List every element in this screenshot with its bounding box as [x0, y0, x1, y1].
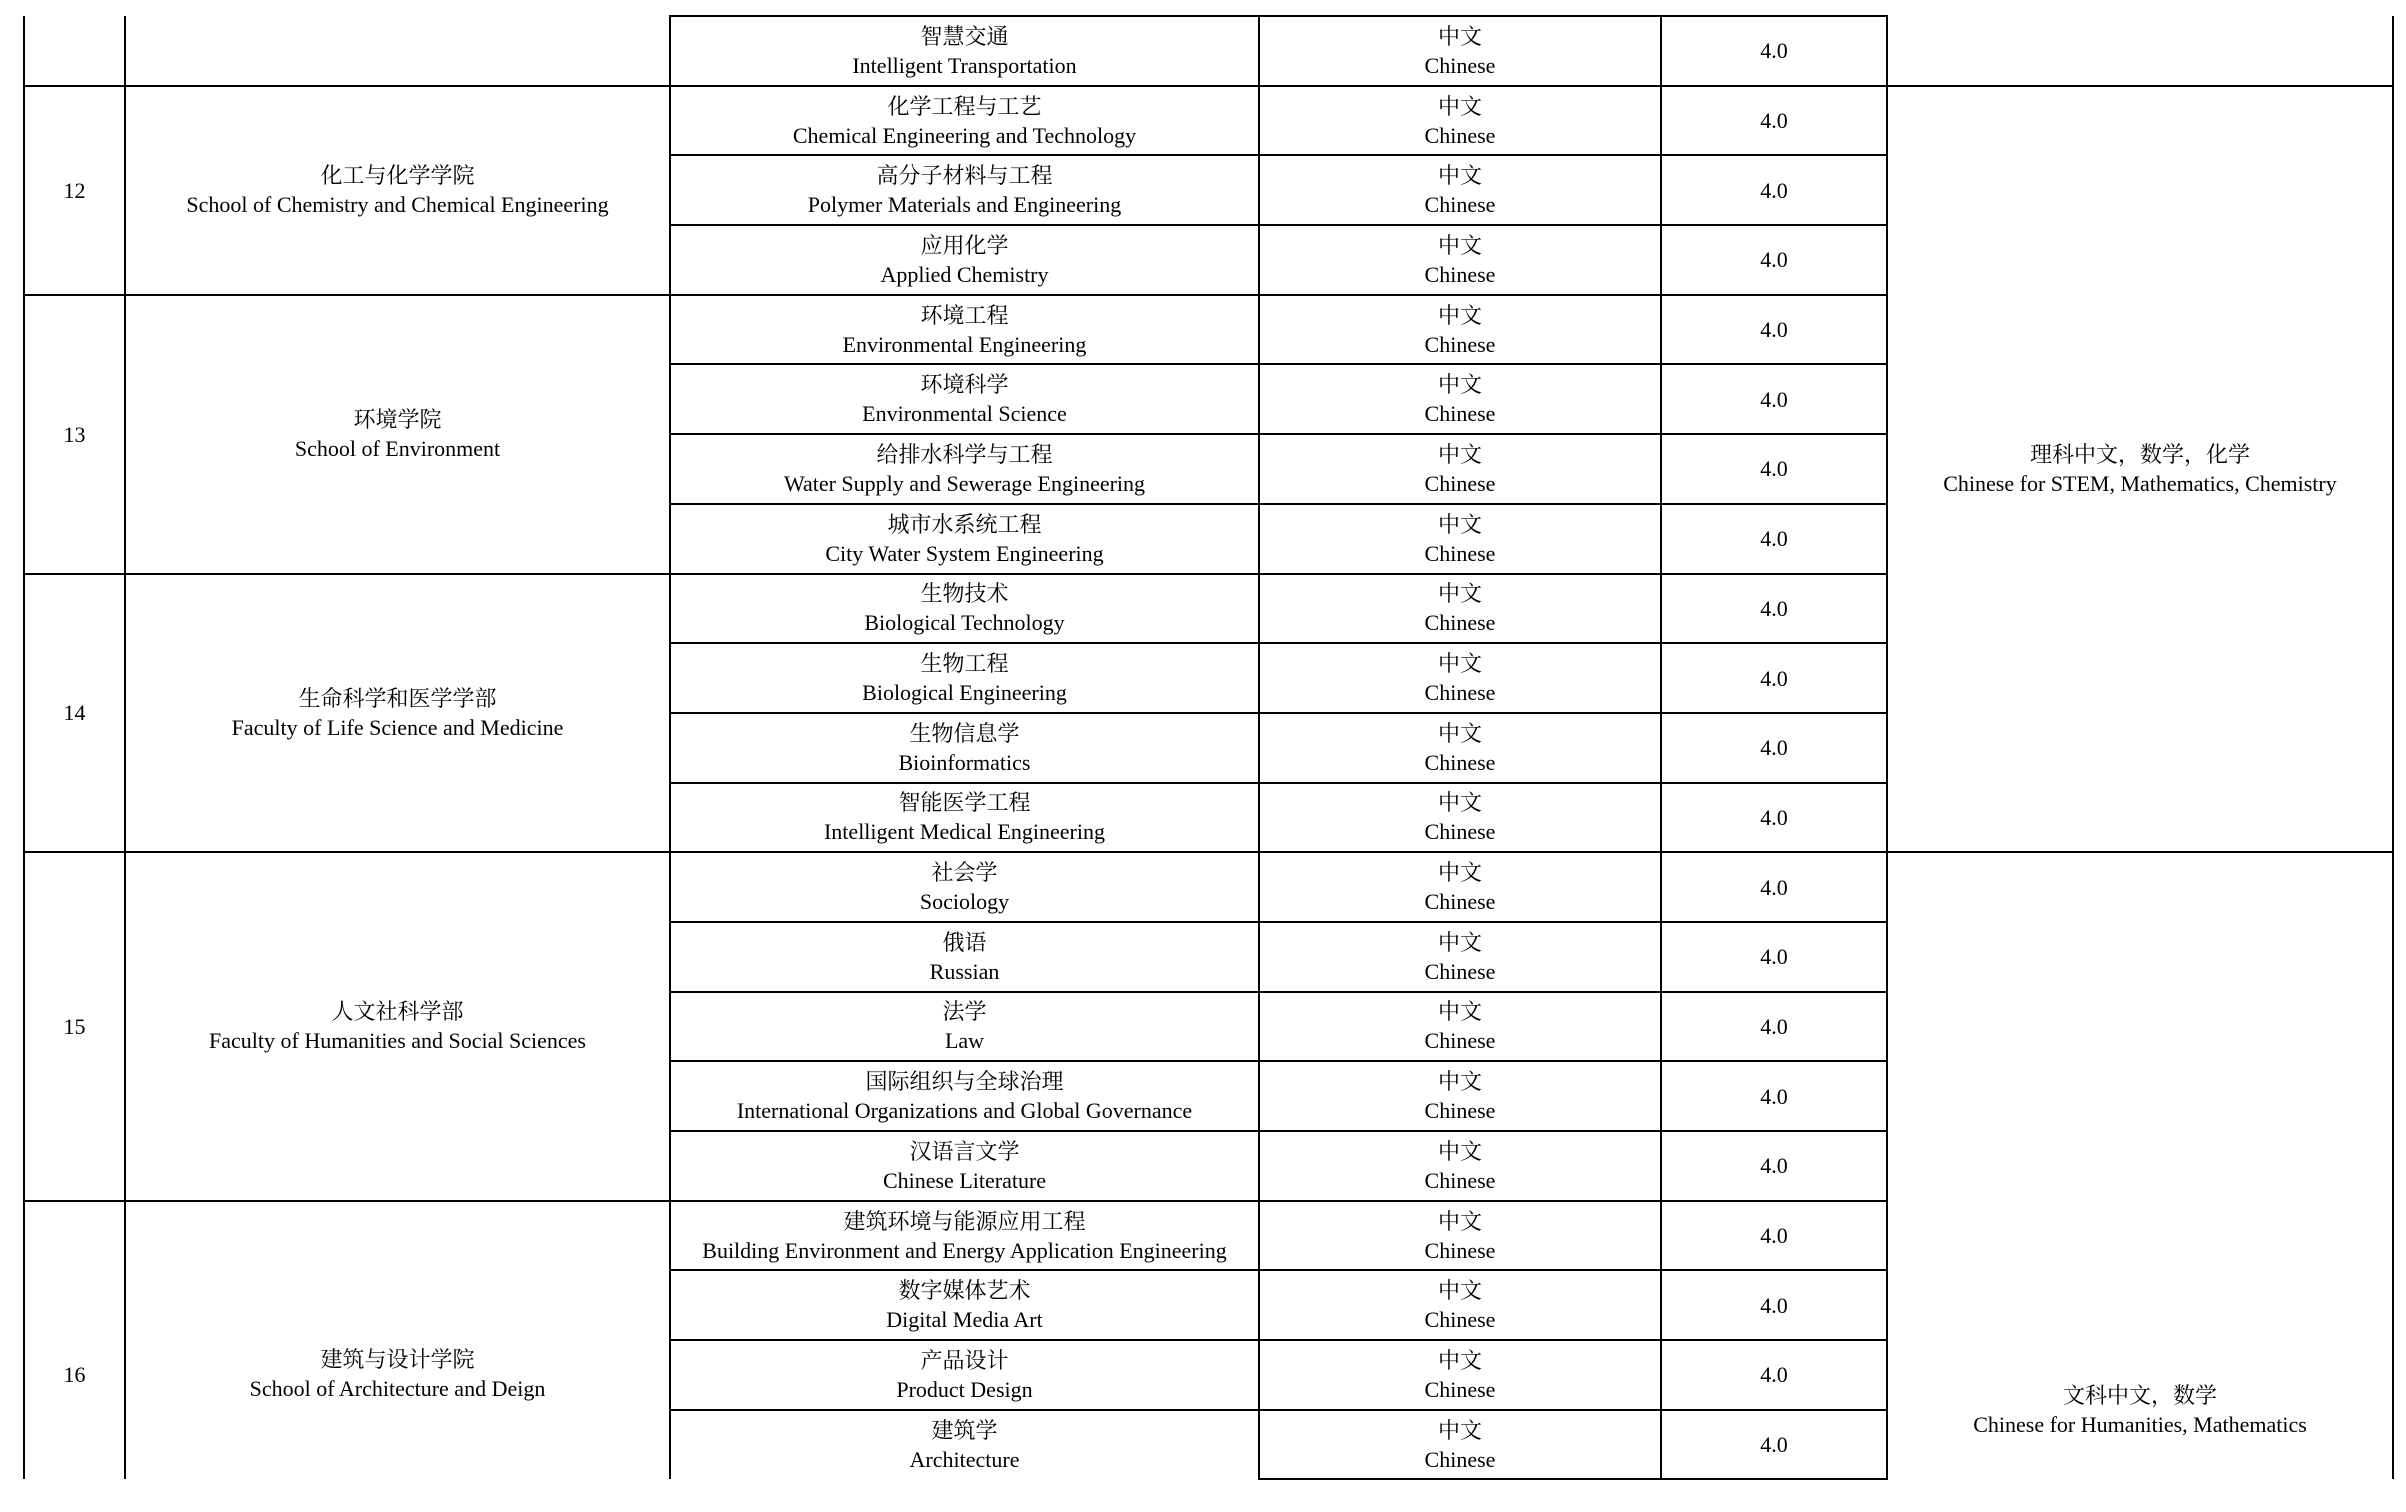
school-number-cell [24, 1201, 125, 1480]
language-en: Chinese [1424, 401, 1496, 427]
major-name-en: Intelligent Medical Engineering [823, 819, 1105, 845]
years-cell [1661, 713, 1887, 783]
years-value: 4.0 [1760, 1432, 1788, 1458]
years-cell [1661, 643, 1887, 713]
years-value: 4.0 [1760, 874, 1788, 900]
major-name-en: Bioinformatics [898, 749, 1031, 775]
language-en: Chinese [1424, 889, 1496, 915]
years-cell [1661, 1061, 1887, 1131]
language-zh: 中文 [1437, 93, 1482, 119]
school-name-zh: 人文社科学部 [331, 999, 464, 1025]
major-name-zh: 俄语 [942, 929, 987, 955]
major-cell [670, 992, 1259, 1062]
years-cell [1661, 992, 1887, 1062]
major-name-zh: 高分子材料与工程 [876, 163, 1053, 189]
years-value: 4.0 [1760, 526, 1788, 552]
major-name-en: Law [944, 1028, 985, 1054]
language-zh: 中文 [1437, 581, 1482, 607]
years-cell [1661, 155, 1887, 225]
language-en: Chinese [1424, 819, 1496, 845]
major-name-en: Applied Chemistry [880, 261, 1049, 287]
school-name-cell [125, 1201, 670, 1480]
major-cell [670, 574, 1259, 644]
language-zh: 中文 [1437, 372, 1482, 398]
school-name-zh: 建筑与设计学院 [320, 1347, 475, 1373]
language-zh: 中文 [1437, 1278, 1482, 1304]
major-cell [670, 295, 1259, 365]
language-en: Chinese [1424, 610, 1496, 636]
years-value: 4.0 [1760, 735, 1788, 761]
language-zh: 中文 [1437, 232, 1482, 258]
major-name-en: Polymer Materials and Engineering [807, 192, 1122, 218]
major-name-en: Chemical Engineering and Technology [792, 122, 1137, 148]
major-name-zh: 社会学 [931, 860, 998, 886]
language-cell [1259, 364, 1661, 434]
major-cell [670, 1061, 1259, 1131]
major-name-en: Environmental Engineering [842, 331, 1087, 357]
major-name-zh: 汉语言文学 [909, 1138, 1020, 1164]
major-name-en: Russian [929, 958, 1000, 984]
major-name-zh: 生物工程 [920, 651, 1009, 677]
language-zh: 中文 [1437, 441, 1482, 467]
years-cell [1661, 434, 1887, 504]
school-number-cell [24, 574, 125, 853]
requirement-cell [1887, 16, 2393, 86]
language-cell [1259, 1131, 1661, 1201]
major-name-zh: 产品设计 [920, 1347, 1009, 1373]
table-row [24, 86, 2393, 156]
school-number-cell [24, 295, 125, 574]
language-cell [1259, 504, 1661, 574]
school-name-en: School of Environment [294, 436, 501, 462]
years-value: 4.0 [1760, 1013, 1788, 1039]
major-cell [670, 1270, 1259, 1340]
language-cell [1259, 992, 1661, 1062]
language-en: Chinese [1424, 470, 1496, 496]
major-cell [670, 1201, 1259, 1271]
years-cell [1661, 1201, 1887, 1271]
language-zh: 中文 [1437, 999, 1482, 1025]
language-en: Chinese [1424, 680, 1496, 706]
years-value: 4.0 [1760, 38, 1788, 64]
major-name-zh: 生物信息学 [909, 720, 1020, 746]
major-name-zh: 化学工程与工艺 [887, 93, 1042, 119]
language-cell [1259, 155, 1661, 225]
major-name-en: Building Environment and Energy Application Engineering [702, 1237, 1227, 1263]
major-name-en: Sociology [919, 889, 1010, 915]
language-en: Chinese [1424, 749, 1496, 775]
table-row [24, 852, 2393, 922]
language-en: Chinese [1424, 122, 1496, 148]
major-cell [670, 643, 1259, 713]
years-cell [1661, 574, 1887, 644]
language-cell [1259, 783, 1661, 853]
language-zh: 中文 [1437, 163, 1482, 189]
years-cell [1661, 364, 1887, 434]
years-cell [1661, 86, 1887, 156]
major-cell [670, 713, 1259, 783]
years-value: 4.0 [1760, 1223, 1788, 1249]
major-cell [670, 155, 1259, 225]
school-name-zh: 化工与化学学院 [320, 163, 475, 189]
requirement-zh: 理科中文，数学，化学 [2029, 441, 2250, 467]
major-name-en: Environmental Science [862, 401, 1067, 427]
language-zh: 中文 [1437, 1138, 1482, 1164]
requirement-cell [1887, 86, 2393, 853]
major-cell [670, 1131, 1259, 1201]
years-cell [1661, 295, 1887, 365]
requirement-en: Chinese for STEM, Mathematics, Chemistry [1943, 470, 2337, 496]
years-cell [1661, 1131, 1887, 1201]
major-name-en: Biological Technology [864, 610, 1065, 636]
language-cell [1259, 86, 1661, 156]
years-cell [1661, 852, 1887, 922]
language-en: Chinese [1424, 192, 1496, 218]
language-zh: 中文 [1437, 1208, 1482, 1234]
school-number: 15 [63, 1013, 86, 1039]
years-cell [1661, 783, 1887, 853]
language-zh: 中文 [1437, 23, 1482, 49]
major-name-en: Biological Engineering [862, 680, 1067, 706]
requirement-zh: 文科中文，数学 [2062, 1382, 2217, 1408]
years-value: 4.0 [1760, 177, 1788, 203]
years-value: 4.0 [1760, 247, 1788, 273]
school-name-en: Faculty of Life Science and Medicine [231, 714, 564, 740]
language-en: Chinese [1424, 1376, 1496, 1402]
major-name-zh: 给排水科学与工程 [876, 441, 1053, 467]
major-cell [670, 225, 1259, 295]
major-cell [670, 434, 1259, 504]
major-name-en: International Organizations and Global Governance [736, 1098, 1193, 1124]
major-cell [670, 86, 1259, 156]
major-name-zh: 应用化学 [920, 232, 1009, 258]
school-name-en: School of Chemistry and Chemical Engineering [186, 192, 609, 218]
language-en: Chinese [1424, 540, 1496, 566]
school-number-cell [24, 86, 125, 295]
years-value: 4.0 [1760, 1292, 1788, 1318]
major-name-zh: 国际组织与全球治理 [865, 1069, 1064, 1095]
years-cell [1661, 1270, 1887, 1340]
years-value: 4.0 [1760, 456, 1788, 482]
major-cell [670, 364, 1259, 434]
years-cell [1661, 504, 1887, 574]
major-cell [670, 16, 1259, 86]
years-cell [1661, 1340, 1887, 1410]
school-name-zh: 生命科学和医学学部 [298, 685, 497, 711]
major-name-zh: 智能医学工程 [898, 790, 1031, 816]
major-cell [670, 783, 1259, 853]
language-en: Chinese [1424, 1446, 1496, 1472]
language-cell [1259, 16, 1661, 86]
major-name-zh: 环境科学 [920, 372, 1009, 398]
table-row [24, 16, 2393, 86]
major-cell [670, 504, 1259, 574]
language-cell [1259, 295, 1661, 365]
years-value: 4.0 [1760, 595, 1788, 621]
major-cell [670, 852, 1259, 922]
language-zh: 中文 [1437, 1069, 1482, 1095]
school-name-cell [125, 295, 670, 574]
language-cell [1259, 1201, 1661, 1271]
major-name-zh: 环境工程 [920, 302, 1009, 328]
language-en: Chinese [1424, 1028, 1496, 1054]
major-name-en: Product Design [896, 1376, 1033, 1402]
years-cell [1661, 225, 1887, 295]
school-number-cell [24, 16, 125, 86]
school-name-cell [125, 86, 670, 295]
years-value: 4.0 [1760, 804, 1788, 830]
school-number: 14 [63, 700, 86, 726]
program-table [23, 15, 2394, 1480]
major-cell [670, 1410, 1259, 1480]
years-value: 4.0 [1760, 1083, 1788, 1109]
school-name-cell [125, 16, 670, 86]
requirement-cell [1887, 852, 2393, 1479]
language-cell [1259, 1270, 1661, 1340]
language-en: Chinese [1424, 52, 1496, 78]
major-name-en: City Water System Engineering [825, 540, 1104, 566]
language-cell [1259, 1340, 1661, 1410]
language-cell [1259, 225, 1661, 295]
major-cell [670, 922, 1259, 992]
language-zh: 中文 [1437, 1347, 1482, 1373]
language-cell [1259, 574, 1661, 644]
school-name-zh: 环境学院 [353, 407, 442, 433]
language-zh: 中文 [1437, 860, 1482, 886]
major-name-en: Chinese Literature [882, 1167, 1047, 1193]
language-cell [1259, 434, 1661, 504]
language-zh: 中文 [1437, 790, 1482, 816]
years-value: 4.0 [1760, 665, 1788, 691]
major-name-en: Architecture [909, 1447, 1020, 1473]
language-cell [1259, 1410, 1661, 1480]
major-name-zh: 数字媒体艺术 [898, 1278, 1031, 1304]
language-zh: 中文 [1437, 929, 1482, 955]
language-zh: 中文 [1437, 511, 1482, 537]
language-zh: 中文 [1437, 302, 1482, 328]
language-en: Chinese [1424, 1307, 1496, 1333]
major-name-zh: 城市水系统工程 [887, 511, 1042, 537]
major-name-zh: 生物技术 [920, 581, 1009, 607]
language-cell [1259, 643, 1661, 713]
language-en: Chinese [1424, 261, 1496, 287]
language-zh: 中文 [1437, 1417, 1482, 1443]
language-en: Chinese [1424, 1098, 1496, 1124]
requirement-en: Chinese for Humanities, Mathematics [1973, 1411, 2307, 1437]
school-name-cell [125, 574, 670, 853]
years-value: 4.0 [1760, 386, 1788, 412]
years-cell [1661, 1410, 1887, 1480]
years-value: 4.0 [1760, 1362, 1788, 1388]
language-en: Chinese [1424, 1237, 1496, 1263]
language-cell [1259, 713, 1661, 783]
language-cell [1259, 922, 1661, 992]
major-name-zh: 智慧交通 [920, 23, 1009, 49]
major-name-zh: 法学 [942, 999, 987, 1025]
language-en: Chinese [1424, 1167, 1496, 1193]
school-name-en: School of Architecture and Deign [249, 1376, 546, 1402]
school-number: 16 [63, 1361, 86, 1387]
school-name-cell [125, 852, 670, 1200]
language-zh: 中文 [1437, 651, 1482, 677]
years-cell [1661, 922, 1887, 992]
major-cell [670, 1340, 1259, 1410]
school-number: 13 [63, 421, 86, 447]
major-name-zh: 建筑学 [931, 1418, 998, 1444]
language-zh: 中文 [1437, 720, 1482, 746]
language-cell [1259, 852, 1661, 922]
years-value: 4.0 [1760, 944, 1788, 970]
major-name-en: Water Supply and Sewerage Engineering [783, 470, 1146, 496]
years-value: 4.0 [1760, 1153, 1788, 1179]
years-cell [1661, 16, 1887, 86]
language-cell [1259, 1061, 1661, 1131]
years-value: 4.0 [1760, 317, 1788, 343]
major-name-en: Intelligent Transportation [852, 52, 1077, 78]
language-en: Chinese [1424, 331, 1496, 357]
major-name-zh: 建筑环境与能源应用工程 [843, 1208, 1086, 1234]
school-name-en: Faculty of Humanities and Social Sciences [209, 1028, 586, 1054]
school-number-cell [24, 852, 125, 1200]
years-value: 4.0 [1760, 108, 1788, 134]
language-en: Chinese [1424, 958, 1496, 984]
major-name-en: Digital Media Art [886, 1307, 1043, 1333]
school-number: 12 [63, 177, 86, 203]
